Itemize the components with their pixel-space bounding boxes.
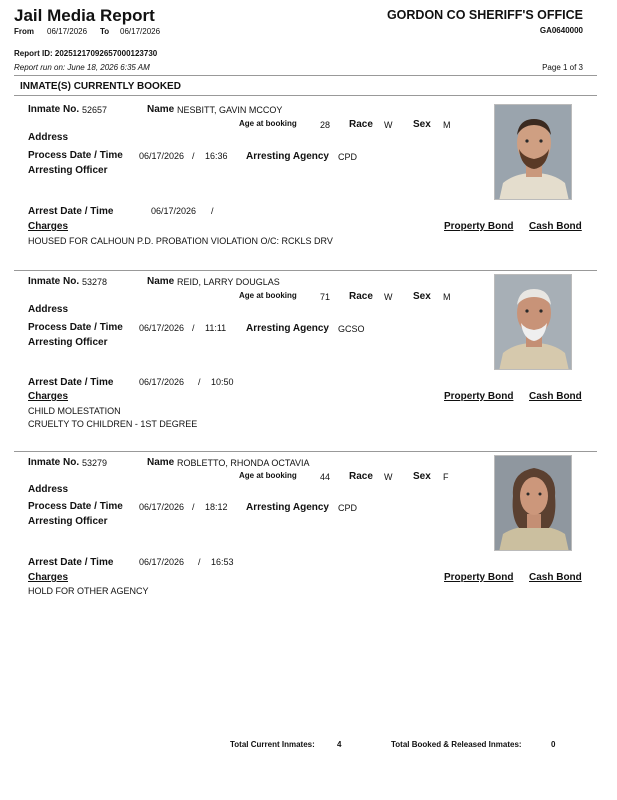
total-current-value: 4 bbox=[337, 740, 342, 749]
race-label: Race bbox=[349, 119, 373, 130]
name-label: Name bbox=[147, 457, 175, 468]
race-label: Race bbox=[349, 471, 373, 482]
to-date: 06/17/2026 bbox=[120, 27, 161, 36]
agency-name: GORDON CO SHERIFF'S OFFICE bbox=[386, 8, 583, 22]
total-booked-released-label: Total Booked & Released Inmates: bbox=[391, 740, 522, 749]
arresting-agency-value: CPD bbox=[338, 152, 358, 162]
header-divider bbox=[14, 75, 597, 76]
report-id: Report ID: 20251217092657000123730 bbox=[14, 49, 158, 58]
arresting-agency-value: GCSO bbox=[338, 324, 365, 334]
inmate-no-label: Inmate No. bbox=[28, 457, 80, 468]
report-run-on: Report run on: June 18, 2026 6:35 AM bbox=[14, 63, 150, 72]
cash-bond-label: Cash Bond bbox=[529, 572, 582, 583]
process-date-label: Process Date / Time bbox=[28, 322, 123, 333]
arresting-agency-value: CPD bbox=[338, 503, 358, 513]
inmate-record-2 bbox=[0, 270, 617, 450]
section-divider bbox=[14, 95, 597, 96]
arrest-date-value: 06/17/2026 bbox=[151, 206, 197, 216]
charge-item: CHILD MOLESTATION bbox=[28, 406, 121, 416]
name-value: REID, LARRY DOUGLAS bbox=[177, 277, 280, 287]
arresting-agency-label: Arresting Agency bbox=[246, 151, 329, 162]
report-title: Jail Media Report bbox=[14, 6, 155, 25]
process-time-value: 16:36 bbox=[205, 151, 228, 161]
page-number: Page 1 of 3 bbox=[542, 63, 583, 72]
sex-value: M bbox=[443, 292, 451, 302]
arresting-agency-label: Arresting Agency bbox=[246, 323, 329, 334]
name-label: Name bbox=[147, 276, 175, 287]
inmate-no-value: 53278 bbox=[82, 277, 108, 287]
charges-label: Charges bbox=[28, 572, 69, 583]
from-date: 06/17/2026 bbox=[47, 27, 88, 36]
age-label: Age at booking bbox=[239, 119, 297, 128]
age-value: 44 bbox=[320, 472, 331, 482]
charge-item: HOUSED FOR CALHOUN P.D. PROBATION VIOLATION O/C: RCKLS DRV bbox=[28, 236, 333, 246]
agency-ori: GA0640000 bbox=[539, 26, 583, 35]
charges-label: Charges bbox=[28, 391, 69, 402]
race-label: Race bbox=[349, 291, 373, 302]
name-value: NESBITT, GAVIN MCCOY bbox=[177, 105, 283, 115]
arrest-date-label: Arrest Date / Time bbox=[28, 557, 114, 568]
sex-label: Sex bbox=[413, 471, 431, 482]
total-booked-released-value: 0 bbox=[551, 740, 556, 749]
race-value: W bbox=[384, 472, 393, 482]
property-bond-label: Property Bond bbox=[444, 391, 514, 402]
inmate-record-1 bbox=[0, 98, 617, 278]
inmate-no-label: Inmate No. bbox=[28, 104, 80, 115]
address-label: Address bbox=[28, 484, 69, 495]
charge-item: CRUELTY TO CHILDREN - 1ST DEGREE bbox=[28, 419, 198, 429]
name-value: ROBLETTO, RHONDA OCTAVIA bbox=[177, 458, 310, 468]
race-value: W bbox=[384, 292, 393, 302]
race-value: W bbox=[384, 120, 393, 130]
inmate-no-label: Inmate No. bbox=[28, 276, 80, 287]
section-title: INMATE(S) CURRENTLY BOOKED bbox=[20, 81, 181, 92]
sex-label: Sex bbox=[413, 119, 431, 130]
arrest-time-value: 10:50 bbox=[211, 377, 234, 387]
process-sep: / bbox=[192, 151, 195, 161]
address-label: Address bbox=[28, 304, 69, 315]
sex-value: M bbox=[443, 120, 451, 130]
arresting-officer-label: Arresting Officer bbox=[28, 337, 108, 348]
inmate-no-value: 53279 bbox=[82, 458, 108, 468]
arrest-date-label: Arrest Date / Time bbox=[28, 206, 114, 217]
arrest-date-value: 06/17/2026 bbox=[139, 377, 185, 387]
mugshot-photo bbox=[494, 104, 572, 200]
process-sep: / bbox=[192, 323, 195, 333]
total-current-label: Total Current Inmates: bbox=[230, 740, 315, 749]
process-date-value: 06/17/2026 bbox=[139, 151, 185, 161]
process-date-value: 06/17/2026 bbox=[139, 502, 185, 512]
to-label: To bbox=[100, 27, 110, 36]
process-date-value: 06/17/2026 bbox=[139, 323, 185, 333]
cash-bond-label: Cash Bond bbox=[529, 391, 582, 402]
mugshot-photo bbox=[494, 455, 572, 551]
charge-item: HOLD FOR OTHER AGENCY bbox=[28, 586, 149, 596]
process-date-label: Process Date / Time bbox=[28, 150, 123, 161]
process-sep: / bbox=[192, 502, 195, 512]
name-label: Name bbox=[147, 104, 175, 115]
arrest-sep: / bbox=[211, 206, 214, 216]
arrest-sep: / bbox=[198, 377, 201, 387]
arresting-officer-label: Arresting Officer bbox=[28, 165, 108, 176]
property-bond-label: Property Bond bbox=[444, 221, 514, 232]
age-label: Age at booking bbox=[239, 471, 297, 480]
arrest-time-value: 16:53 bbox=[211, 557, 234, 567]
process-time-value: 18:12 bbox=[205, 502, 228, 512]
arresting-officer-label: Arresting Officer bbox=[28, 516, 108, 527]
cash-bond-label: Cash Bond bbox=[529, 221, 582, 232]
charges-label: Charges bbox=[28, 221, 69, 232]
process-time-value: 11:11 bbox=[205, 323, 227, 333]
inmate-no-value: 52657 bbox=[82, 105, 108, 115]
process-date-label: Process Date / Time bbox=[28, 501, 123, 512]
property-bond-label: Property Bond bbox=[444, 572, 514, 583]
age-value: 28 bbox=[320, 120, 331, 130]
arrest-sep: / bbox=[198, 557, 201, 567]
mugshot-photo bbox=[494, 274, 572, 370]
sex-value: F bbox=[443, 472, 449, 482]
age-value: 71 bbox=[320, 292, 331, 302]
arrest-date-label: Arrest Date / Time bbox=[28, 377, 114, 388]
arresting-agency-label: Arresting Agency bbox=[246, 502, 329, 513]
sex-label: Sex bbox=[413, 291, 431, 302]
age-label: Age at booking bbox=[239, 291, 297, 300]
from-label: From bbox=[14, 27, 34, 36]
inmate-record-3 bbox=[0, 451, 617, 631]
arrest-date-value: 06/17/2026 bbox=[139, 557, 185, 567]
address-label: Address bbox=[28, 132, 69, 143]
